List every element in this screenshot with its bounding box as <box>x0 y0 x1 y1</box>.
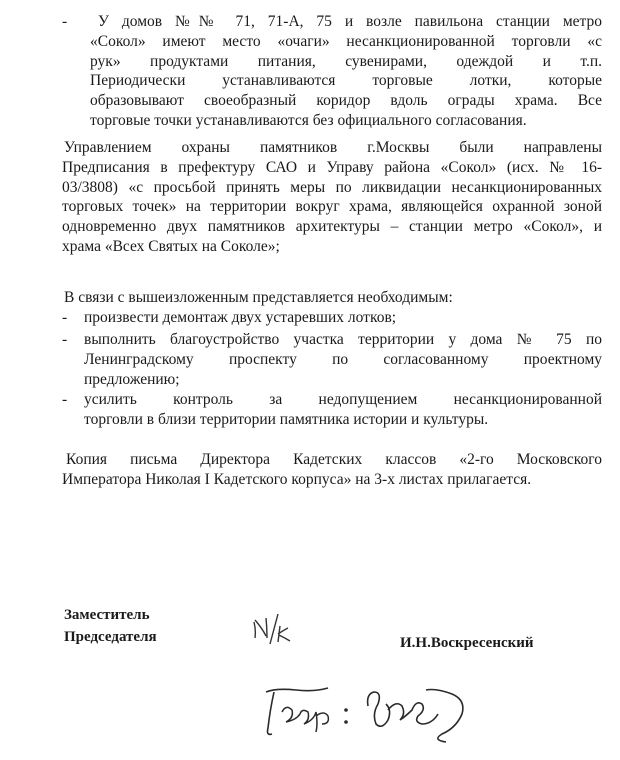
text-line: У домов №№ 71, 71-А, 75 и возле павильона станции метро <box>98 13 602 30</box>
text-line: образовывают своеобразный коридор вдоль ограды храма. Все <box>90 92 602 110</box>
body-paragraph <box>62 138 602 257</box>
text-line: одновременно двух памятников архитектуры – станции метро «Сокол», и <box>62 218 602 236</box>
signatory-position-line2: Председателя <box>64 629 157 645</box>
text-line: Периодически устанавливаются торговые лотки, которые <box>90 72 602 90</box>
signatory-name: И.Н.Воскресенский <box>400 635 534 651</box>
text-line: 03/3808) «с просьбой принять меры по ликвидации несанкционированных <box>62 178 602 196</box>
measure-text <box>84 330 602 389</box>
text-line: Управлением охраны памятников г.Москвы были направлены <box>64 139 602 156</box>
handwritten-initials <box>248 608 296 650</box>
bullet-dash: - <box>62 391 68 408</box>
text-line: Ленинградскому проспекту по согласованному проектному <box>84 350 602 368</box>
measure-text <box>84 390 602 430</box>
bullet-dash: - <box>62 331 68 348</box>
bullet-dash: - <box>62 13 68 30</box>
text-line: торговли в близи территории памятника истории и культуры. <box>84 410 489 428</box>
text-line: усилить контроль за недопущением несанкционированной <box>84 391 602 408</box>
text-line: храма «Всех Святых на Соколе»; <box>62 237 280 255</box>
text-line: рук» продуктами питания, сувенирами, одеждой и т.п. <box>90 52 602 70</box>
enclosure-note <box>62 450 602 490</box>
text-line: торговые точки устанавливаются без официального согласования. <box>90 111 527 129</box>
handwritten-signature <box>256 670 486 750</box>
text-line: Копия письма Директора Кадетских классов «2-го Московского <box>66 451 602 468</box>
text-line: В связи с вышеизложенным представляется необходимым: <box>64 289 453 306</box>
text-line: торговых точек» на территории вокруг храма, являющейся охранной зоной <box>62 198 602 216</box>
measure-text <box>84 308 602 328</box>
text-line: выполнить благоустройство участка территории у дома № 75 по <box>84 331 602 348</box>
text-line: Предписания в префектуру САО и Управу района «Сокол» (исх. № 16- <box>62 158 602 176</box>
bullet-dash: - <box>62 309 68 326</box>
observation-text <box>90 12 602 131</box>
signatory-position-line1: Заместитель <box>64 607 150 623</box>
text-line: Императора Николая I Кадетского корпуса» на 3-х листах прилагается. <box>62 470 532 488</box>
text-line: предложению; <box>84 370 180 388</box>
measures-intro <box>64 288 534 308</box>
text-line: «Сокол» имеют место «очаги» несанкционированной торговли «с <box>90 32 602 50</box>
text-line: произвести демонтаж двух устаревших лотков; <box>84 309 397 326</box>
